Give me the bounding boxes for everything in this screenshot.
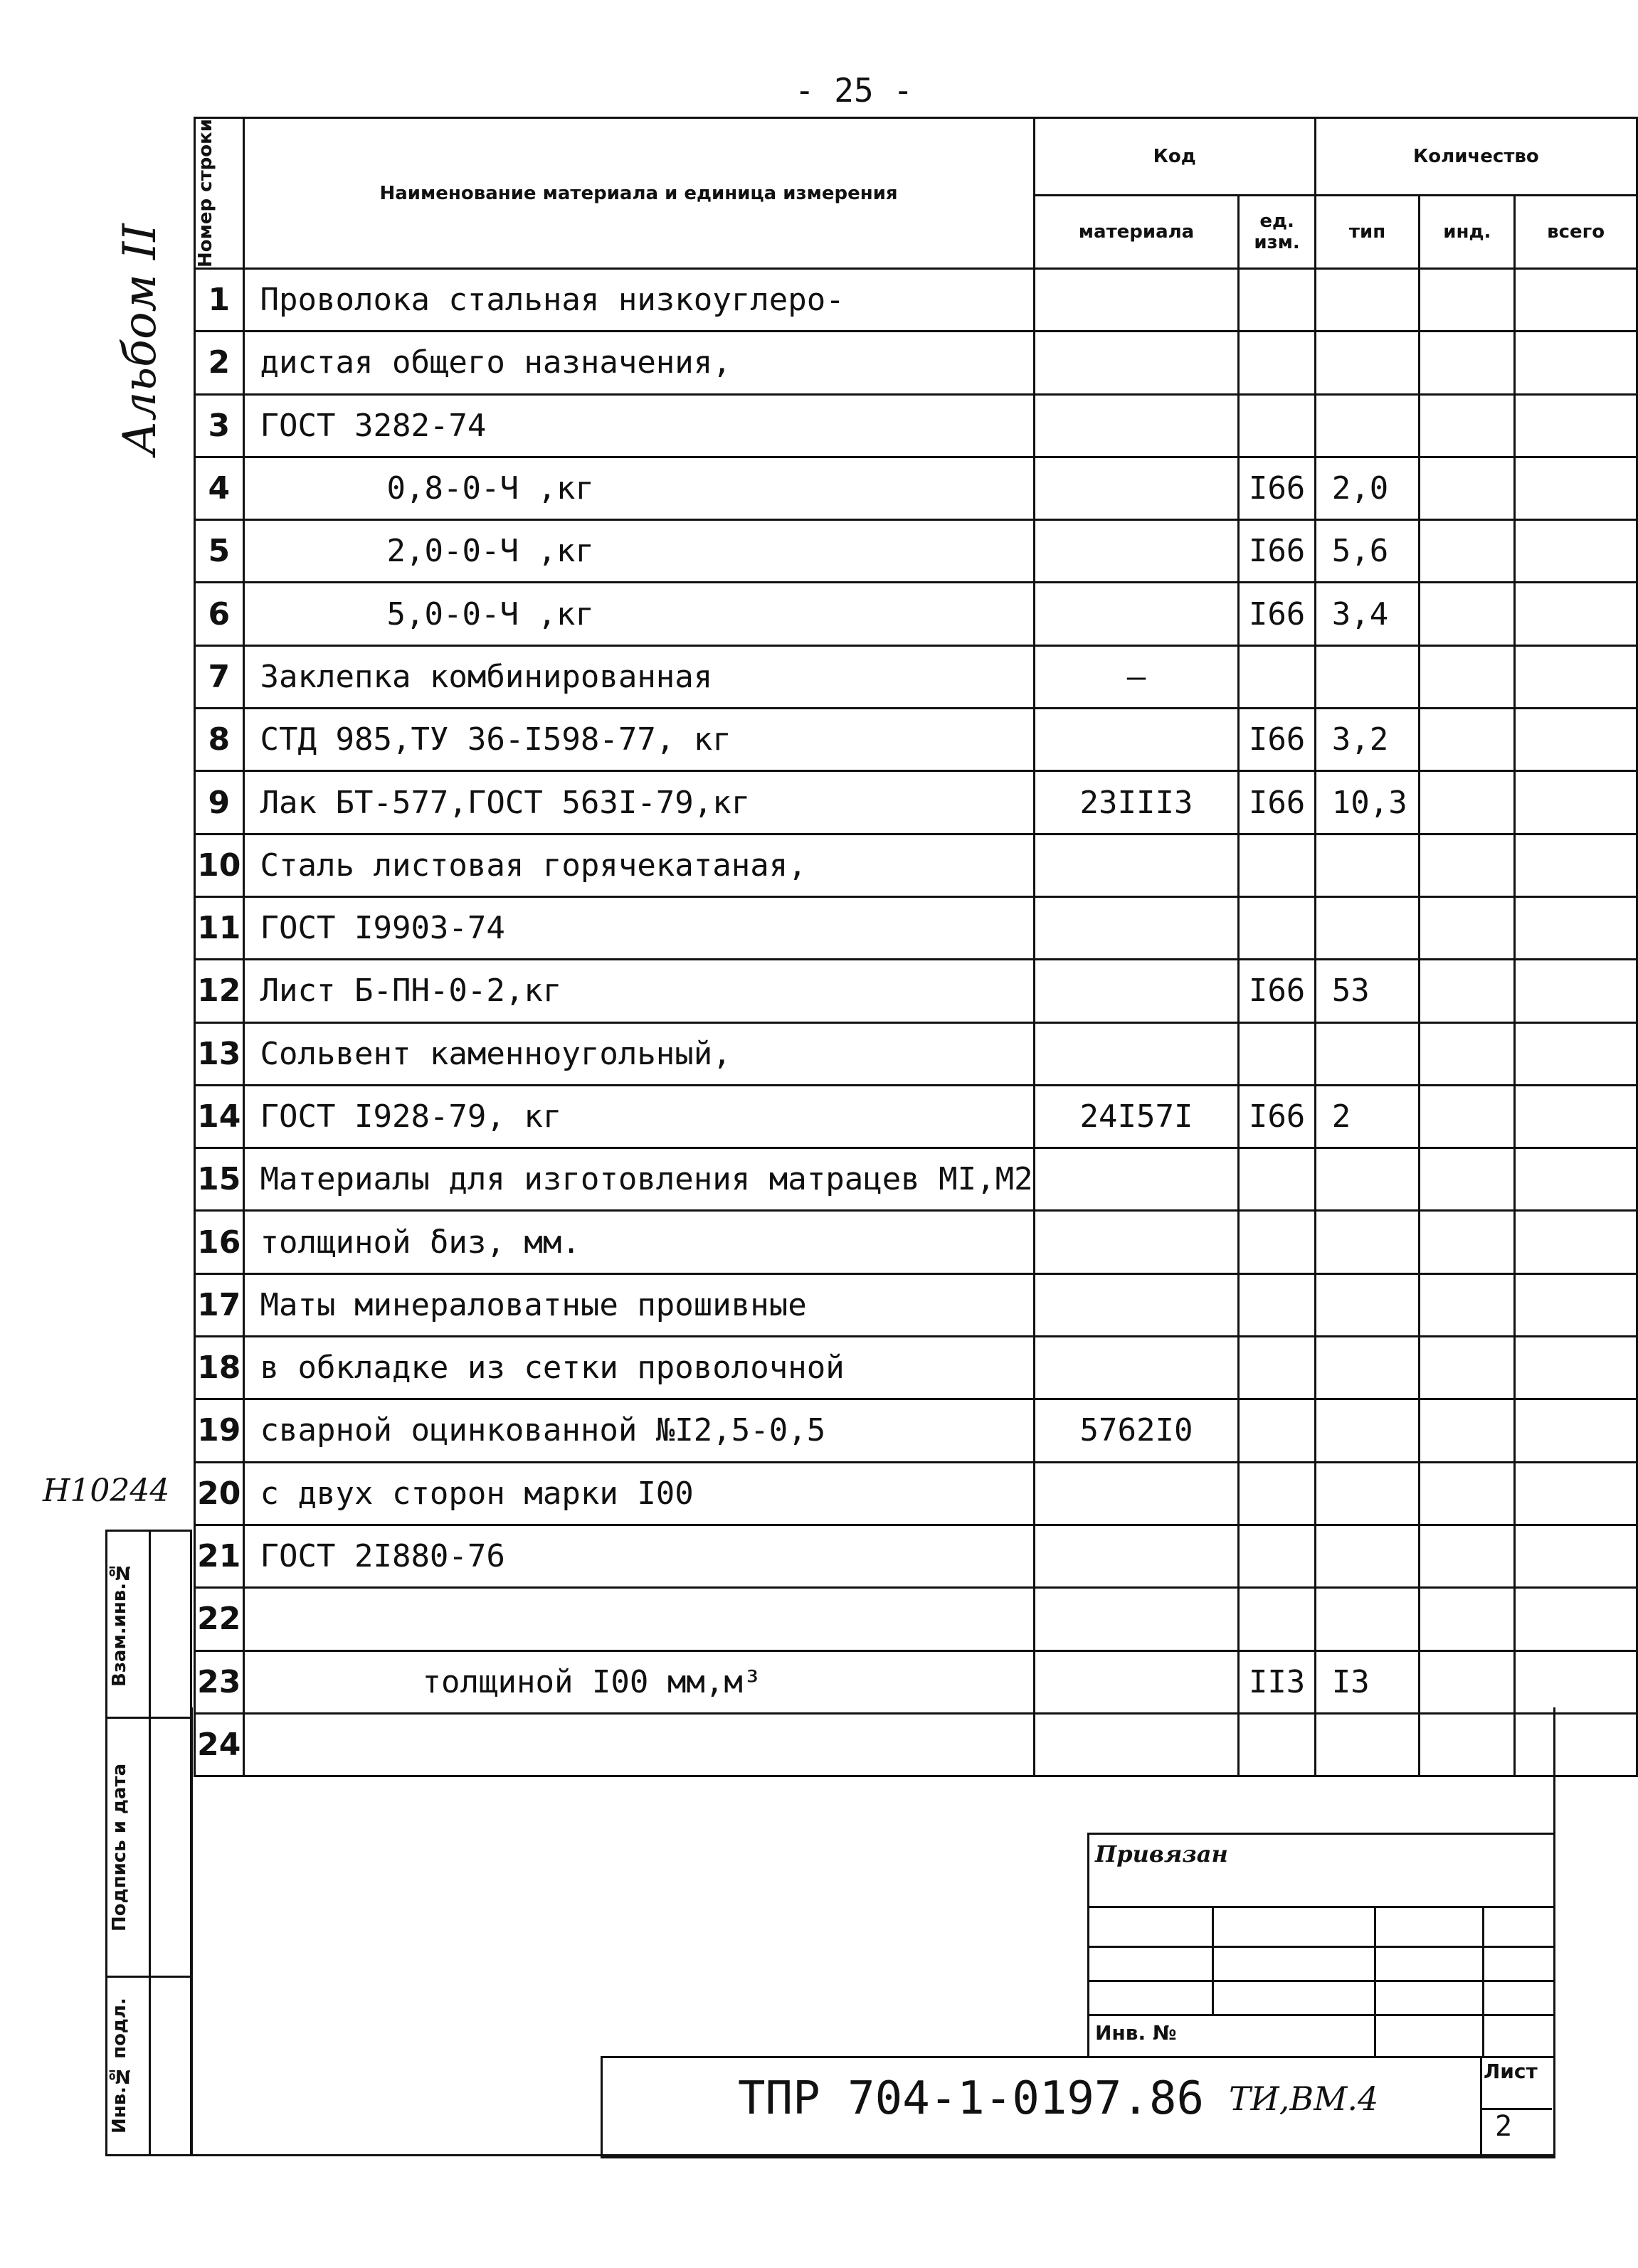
- row-number: 24: [195, 1713, 244, 1776]
- material-code: [1034, 1022, 1239, 1085]
- qty-ind: [1420, 1462, 1515, 1525]
- material-code: [1034, 1650, 1239, 1713]
- qty-total: [1515, 457, 1637, 519]
- stamp-vzam-label: Взам.инв.№: [109, 1561, 130, 1687]
- material-name: ГОСТ I928-79, кг: [243, 1085, 1034, 1148]
- material-name: с двух сторон марки I00: [243, 1462, 1034, 1525]
- handwritten-code: H10244: [43, 1473, 170, 1509]
- material-name: в обкладке из сетки проволочной: [243, 1337, 1034, 1399]
- table-row: [195, 457, 1637, 519]
- row-number: 18: [195, 1337, 244, 1399]
- table-row: [195, 1273, 1637, 1336]
- qty-total: [1515, 771, 1637, 834]
- qty-type: 2: [1315, 1085, 1420, 1148]
- header-qty-ind: инд.: [1420, 196, 1515, 269]
- qty-type: I3: [1315, 1650, 1420, 1713]
- material-code: [1034, 520, 1239, 583]
- row-number: 4: [195, 457, 244, 519]
- table-row: [195, 834, 1637, 896]
- header-qty-total: всего: [1515, 196, 1637, 269]
- unit-code: I66: [1239, 457, 1315, 519]
- material-code: [1034, 1337, 1239, 1399]
- qty-ind: [1420, 709, 1515, 771]
- qty-total: [1515, 1337, 1637, 1399]
- header-row-number: [195, 118, 244, 269]
- sheet-box: [1480, 2058, 1553, 2156]
- qty-ind: [1420, 1525, 1515, 1587]
- material-code: 23III3: [1034, 771, 1239, 834]
- qty-ind: [1420, 1588, 1515, 1650]
- table-row: [195, 1148, 1637, 1211]
- material-name: Лист Б-ПН-0-2,кг: [243, 960, 1034, 1022]
- table-row: [195, 520, 1637, 583]
- unit-code: [1239, 1148, 1315, 1211]
- header-code-unit: ед. изм.: [1239, 196, 1315, 269]
- qty-type: [1315, 332, 1420, 394]
- qty-ind: [1420, 269, 1515, 332]
- qty-type: [1315, 1273, 1420, 1336]
- qty-ind: [1420, 1148, 1515, 1211]
- qty-ind: [1420, 896, 1515, 959]
- material-name: Лак БТ-577,ГОСТ 563I-79,кг: [243, 771, 1034, 834]
- material-name: СТД 985,ТУ 36-I598-77, кг: [243, 709, 1034, 771]
- qty-ind: [1420, 457, 1515, 519]
- row-number: 5: [195, 520, 244, 583]
- qty-type: [1315, 1337, 1420, 1399]
- table-row: [195, 1650, 1637, 1713]
- table-row: [195, 645, 1637, 708]
- material-code: [1034, 269, 1239, 332]
- material-code: 24I57I: [1034, 1085, 1239, 1148]
- unit-code: I66: [1239, 771, 1315, 834]
- row-number: 19: [195, 1399, 244, 1462]
- material-name: Материалы для изготовления матрацев МI,М2: [243, 1148, 1034, 1211]
- material-name: Маты минераловатные прошивные: [243, 1273, 1034, 1336]
- unit-code: [1239, 834, 1315, 896]
- header-row-number-text: Номер строки: [195, 119, 216, 267]
- qty-ind: [1420, 1337, 1515, 1399]
- stamp-row-divider: [107, 1976, 190, 1978]
- qty-type: 10,3: [1315, 771, 1420, 834]
- attach-label: Привязан: [1095, 1840, 1228, 1867]
- qty-type: 2,0: [1315, 457, 1420, 519]
- row-number: 9: [195, 771, 244, 834]
- material-name: толщиной I00 мм,м³: [243, 1650, 1034, 1713]
- unit-code: I66: [1239, 583, 1315, 645]
- material-name: 2,0-0-Ч ,кг: [243, 520, 1034, 583]
- unit-code: II3: [1239, 1650, 1315, 1713]
- qty-total: [1515, 1525, 1637, 1587]
- table-row: [195, 960, 1637, 1022]
- material-name: толщиной δиз, мм.: [243, 1211, 1034, 1273]
- material-name: Сталь листовая горячекатаная,: [243, 834, 1034, 896]
- unit-code: I66: [1239, 1085, 1315, 1148]
- stamp-inv-label: Инв.№ подл.: [109, 1998, 130, 2134]
- row-number: 2: [195, 332, 244, 394]
- unit-code: [1239, 1337, 1315, 1399]
- unit-code: [1239, 1022, 1315, 1085]
- material-name: ГОСТ 3282-74: [243, 394, 1034, 457]
- row-number: 12: [195, 960, 244, 1022]
- unit-code: [1239, 1399, 1315, 1462]
- qty-ind: [1420, 520, 1515, 583]
- sheet-number: 2: [1482, 2108, 1552, 2143]
- row-number: 16: [195, 1211, 244, 1273]
- qty-type: 3,4: [1315, 583, 1420, 645]
- header-quantity: Количество: [1315, 118, 1637, 196]
- qty-total: [1515, 520, 1637, 583]
- row-number: 23: [195, 1650, 244, 1713]
- material-code: [1034, 834, 1239, 896]
- qty-ind: [1420, 960, 1515, 1022]
- row-number: 3: [195, 394, 244, 457]
- table-row: [195, 1588, 1637, 1650]
- table-row: [195, 1211, 1637, 1273]
- materials-table: [194, 117, 1638, 1777]
- material-code: [1034, 1148, 1239, 1211]
- qty-total: [1515, 1211, 1637, 1273]
- unit-code: [1239, 1273, 1315, 1336]
- material-code: [1034, 1525, 1239, 1587]
- row-number: 1: [195, 269, 244, 332]
- unit-code: [1239, 1588, 1315, 1650]
- row-number: 10: [195, 834, 244, 896]
- table-row: [195, 1399, 1637, 1462]
- qty-total: [1515, 834, 1637, 896]
- material-code: 5762I0: [1034, 1399, 1239, 1462]
- qty-type: [1315, 1148, 1420, 1211]
- material-code: [1034, 583, 1239, 645]
- material-code: [1034, 394, 1239, 457]
- qty-ind: [1420, 1085, 1515, 1148]
- material-name: 5,0-0-Ч ,кг: [243, 583, 1034, 645]
- qty-ind: [1420, 834, 1515, 896]
- material-name: ГОСТ 2I880-76: [243, 1525, 1034, 1587]
- qty-total: [1515, 1273, 1637, 1336]
- qty-type: [1315, 834, 1420, 896]
- qty-ind: [1420, 1211, 1515, 1273]
- unit-code: I66: [1239, 520, 1315, 583]
- material-name: дистая общего назначения,: [243, 332, 1034, 394]
- attach-vline: [1374, 1906, 1376, 2058]
- table-row: [195, 332, 1637, 394]
- attach-vline: [1212, 1906, 1214, 2014]
- qty-type: [1315, 1588, 1420, 1650]
- sheet-label: Лист: [1484, 2060, 1538, 2083]
- unit-code: I66: [1239, 709, 1315, 771]
- material-name: Проволока стальная низкоуглеро-: [243, 269, 1034, 332]
- header-qty-type: тип: [1315, 196, 1420, 269]
- material-name: Сольвент каменноугольный,: [243, 1022, 1034, 1085]
- material-code: [1034, 1211, 1239, 1273]
- qty-type: [1315, 269, 1420, 332]
- qty-type: [1315, 1525, 1420, 1587]
- attach-block: [1087, 1833, 1555, 2058]
- qty-ind: [1420, 1650, 1515, 1713]
- material-code: [1034, 709, 1239, 771]
- title-block: [601, 2056, 1555, 2158]
- table-row: [195, 583, 1637, 645]
- row-number: 6: [195, 583, 244, 645]
- material-code: [1034, 1462, 1239, 1525]
- material-code: [1034, 896, 1239, 959]
- material-code: [1034, 1273, 1239, 1336]
- table-row: [195, 1337, 1637, 1399]
- unit-code: [1239, 1525, 1315, 1587]
- page-number: - 25 -: [794, 71, 914, 110]
- table-row: [195, 709, 1637, 771]
- qty-type: [1315, 1211, 1420, 1273]
- doc-code: ТПР 704-1-0197.86: [738, 2072, 1205, 2125]
- qty-total: [1515, 960, 1637, 1022]
- unit-code: [1239, 332, 1315, 394]
- qty-total: [1515, 394, 1637, 457]
- material-name: сварной оцинкованной №I2,5-0,5: [243, 1399, 1034, 1462]
- doc-suffix: ТИ,ВМ.4: [1229, 2079, 1379, 2118]
- qty-total: [1515, 1588, 1637, 1650]
- qty-type: 5,6: [1315, 520, 1420, 583]
- stamp-row-divider: [107, 1717, 190, 1719]
- qty-total: [1515, 896, 1637, 959]
- qty-ind: [1420, 1022, 1515, 1085]
- qty-type: [1315, 394, 1420, 457]
- unit-code: [1239, 1211, 1315, 1273]
- material-name: 0,8-0-Ч ,кг: [243, 457, 1034, 519]
- qty-type: [1315, 896, 1420, 959]
- row-number: 21: [195, 1525, 244, 1587]
- material-code: [1034, 457, 1239, 519]
- qty-type: [1315, 1399, 1420, 1462]
- table-row: [195, 394, 1637, 457]
- qty-total: [1515, 583, 1637, 645]
- qty-type: [1315, 1022, 1420, 1085]
- album-label: Альбом II: [114, 223, 167, 455]
- material-name: ГОСТ I9903-74: [243, 896, 1034, 959]
- qty-type: [1315, 1462, 1420, 1525]
- qty-ind: [1420, 332, 1515, 394]
- header-code-material: материала: [1034, 196, 1239, 269]
- table-row: [195, 1022, 1637, 1085]
- qty-type: [1315, 645, 1420, 708]
- side-stamp-divider: [149, 1532, 151, 2154]
- table-row: [195, 269, 1637, 332]
- qty-total: [1515, 269, 1637, 332]
- qty-total: [1515, 1399, 1637, 1462]
- table-row: [195, 896, 1637, 959]
- qty-total: [1515, 332, 1637, 394]
- row-number: 8: [195, 709, 244, 771]
- unit-code: [1239, 394, 1315, 457]
- material-code: –: [1034, 645, 1239, 708]
- qty-ind: [1420, 771, 1515, 834]
- qty-ind: [1420, 1273, 1515, 1336]
- table-row: [195, 1462, 1637, 1525]
- material-code: [1034, 332, 1239, 394]
- material-name: Заклепка комбинированная: [243, 645, 1034, 708]
- qty-total: [1515, 1022, 1637, 1085]
- material-code: [1034, 960, 1239, 1022]
- material-code: [1034, 1588, 1239, 1650]
- qty-type: 3,2: [1315, 709, 1420, 771]
- header-code: Код: [1034, 118, 1315, 196]
- header-name: Наименование материала и единица измерения: [243, 118, 1034, 269]
- row-number: 22: [195, 1588, 244, 1650]
- qty-total: [1515, 1085, 1637, 1148]
- table-row: [195, 1525, 1637, 1587]
- row-number: 20: [195, 1462, 244, 1525]
- qty-total: [1515, 645, 1637, 708]
- row-number: 7: [195, 645, 244, 708]
- qty-total: [1515, 709, 1637, 771]
- row-number: 15: [195, 1148, 244, 1211]
- qty-ind: [1420, 394, 1515, 457]
- unit-code: I66: [1239, 960, 1315, 1022]
- row-number: 14: [195, 1085, 244, 1148]
- qty-total: [1515, 1462, 1637, 1525]
- unit-code: [1239, 269, 1315, 332]
- material-name: [243, 1588, 1034, 1650]
- qty-ind: [1420, 645, 1515, 708]
- qty-ind: [1420, 583, 1515, 645]
- side-stamp: [105, 1530, 192, 2156]
- row-number: 11: [195, 896, 244, 959]
- unit-code: [1239, 896, 1315, 959]
- table-row: [195, 771, 1637, 834]
- qty-type: 53: [1315, 960, 1420, 1022]
- table-row: [195, 1085, 1637, 1148]
- qty-ind: [1420, 1399, 1515, 1462]
- stamp-podpis-label: Подпись и дата: [109, 1763, 130, 1932]
- unit-code: [1239, 645, 1315, 708]
- unit-code: [1239, 1462, 1315, 1525]
- inv-label: Инв. №: [1095, 2021, 1177, 2045]
- attach-vline: [1482, 1906, 1484, 2058]
- qty-total: [1515, 1148, 1637, 1211]
- row-number: 13: [195, 1022, 244, 1085]
- row-number: 17: [195, 1273, 244, 1336]
- qty-total: [1515, 1650, 1637, 1713]
